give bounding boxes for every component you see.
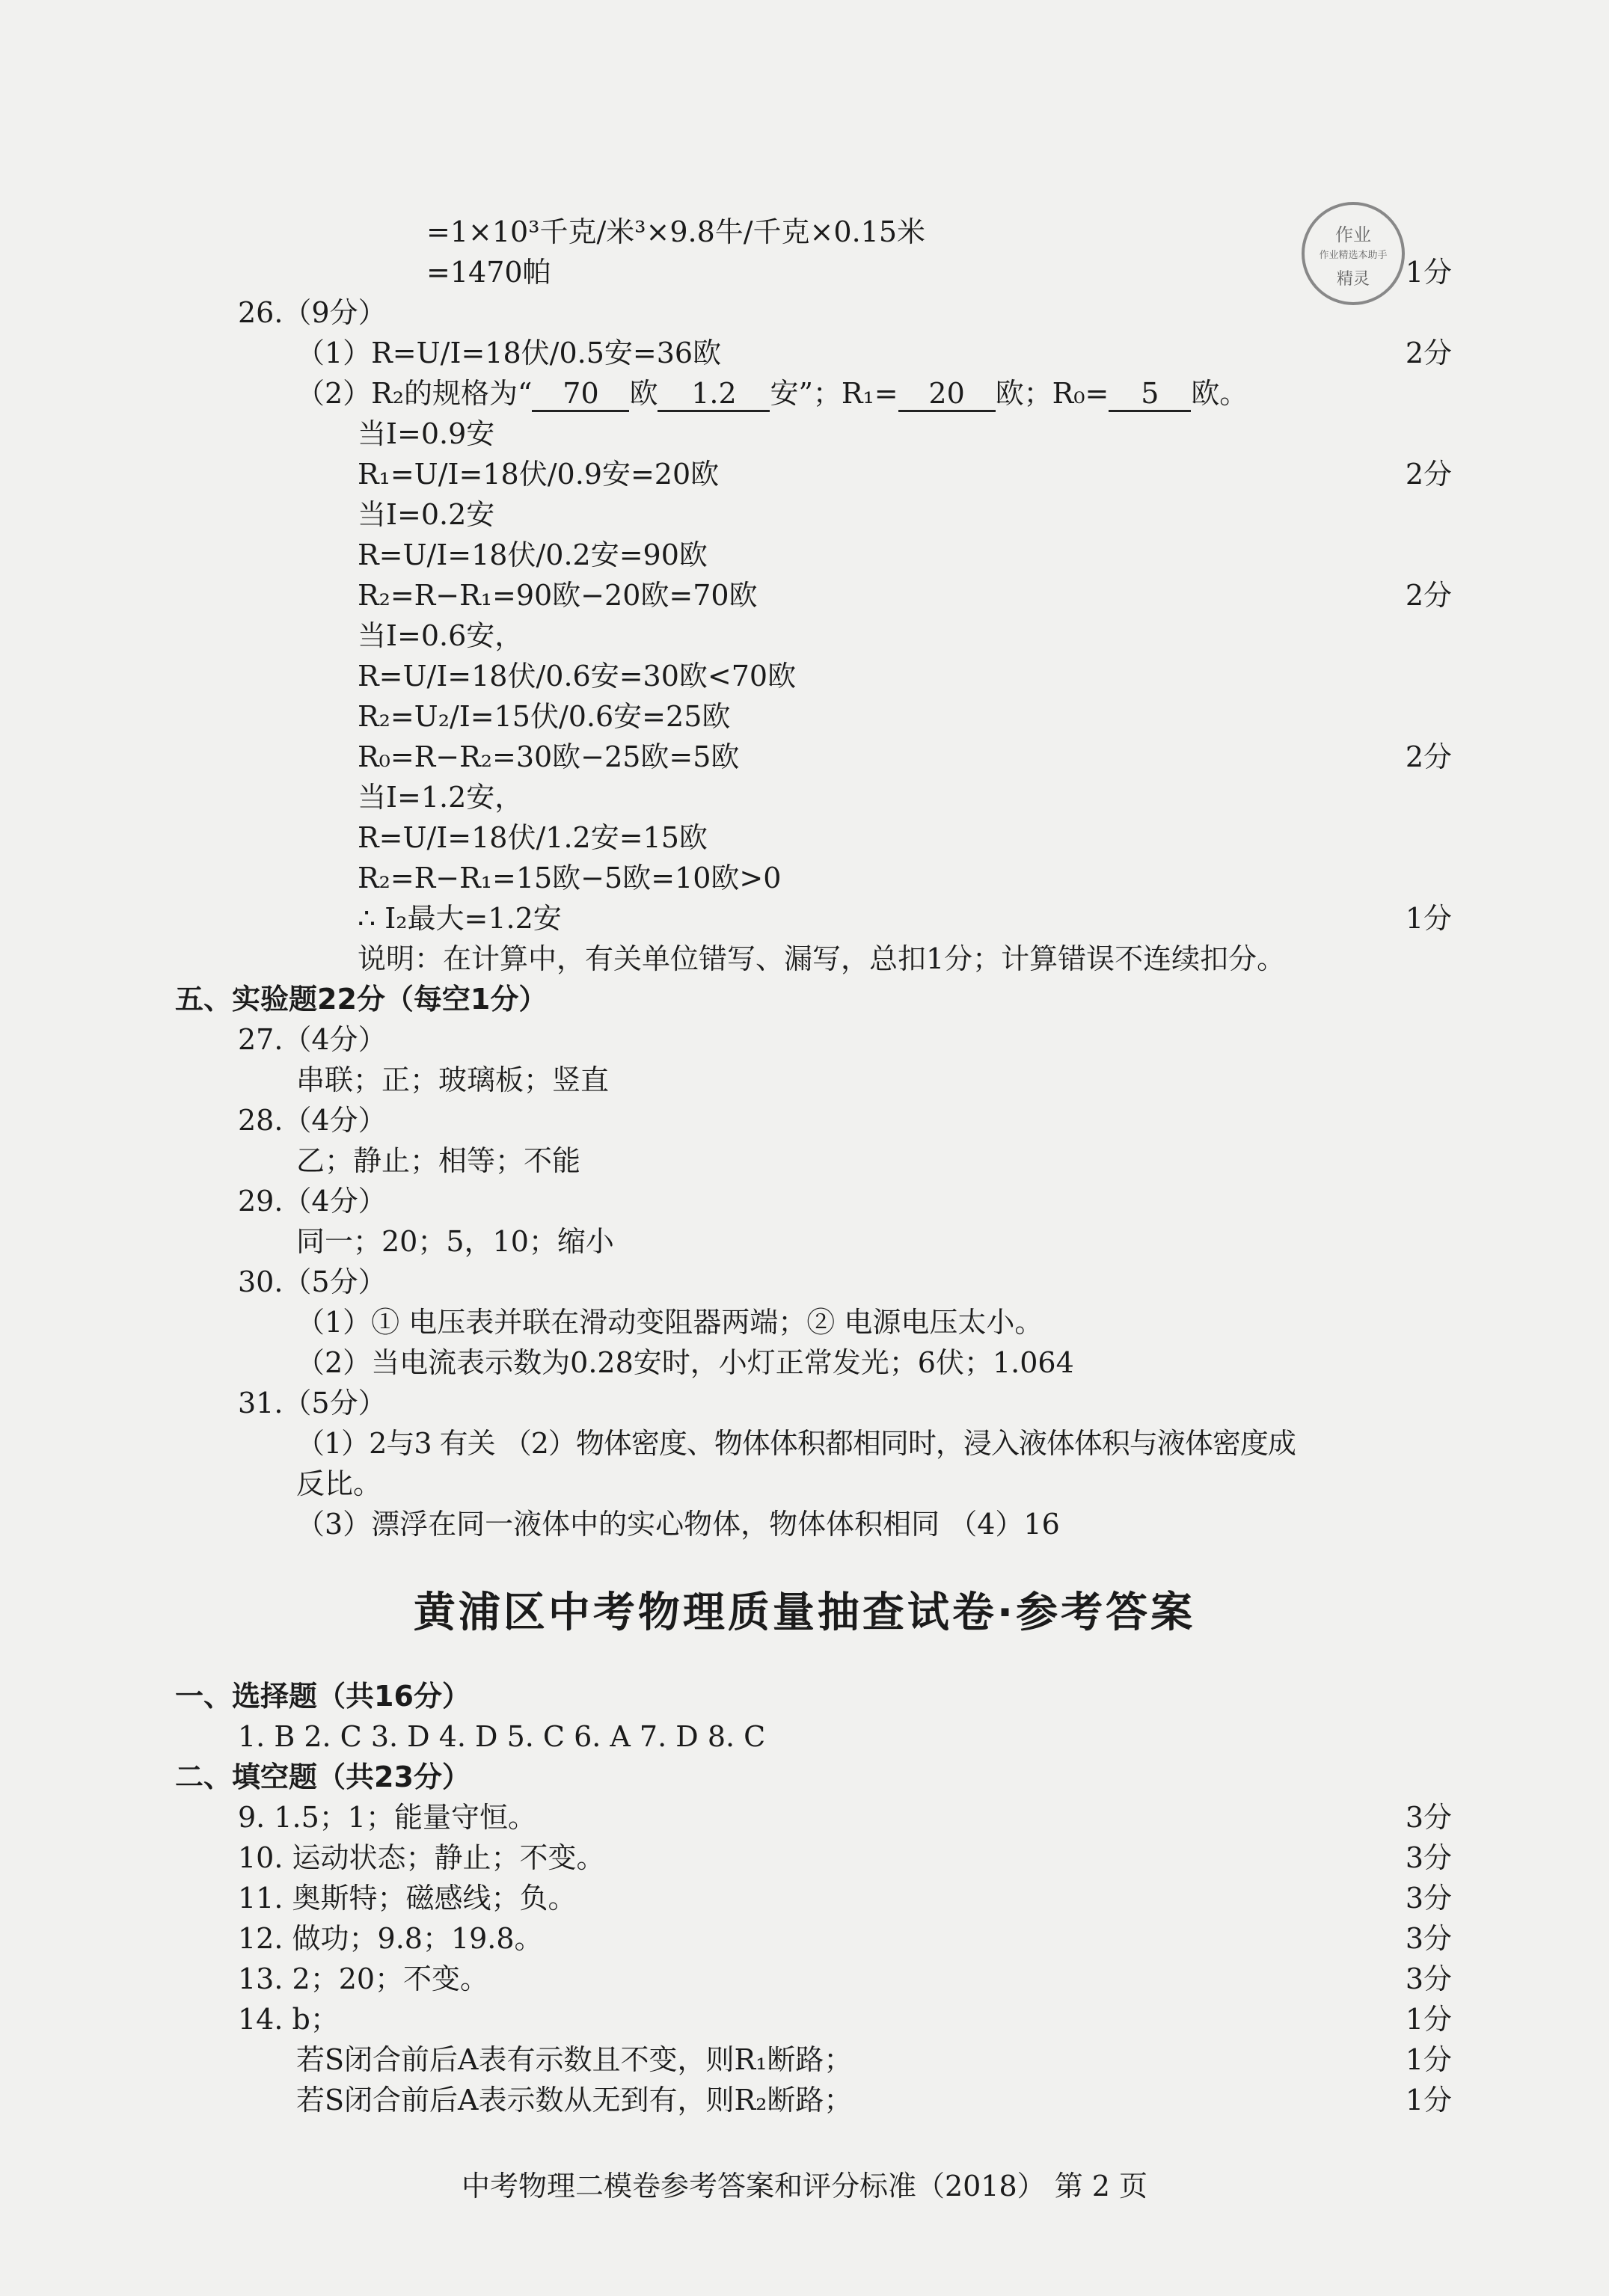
score-label: 1分 <box>1405 2043 1452 2076</box>
calc-line <box>0 253 1609 292</box>
section-2-heading <box>0 1758 1609 1796</box>
fill-blank: 20 <box>898 377 996 412</box>
list-item <box>0 1959 1609 1998</box>
answer-line <box>0 1303 1609 1342</box>
question-number: 27.（4分） <box>238 1023 387 1056</box>
section-heading: 五、实验题22分（每空1分） <box>175 983 548 1016</box>
calc-text: 当I=1.2安， <box>358 781 524 814</box>
answer-line <box>0 2081 1609 2119</box>
calc-line <box>0 818 1609 857</box>
answer-text: （2）当电流表示数为0.28安时，小灯正常发光；6伏；1.064 <box>296 1346 1074 1379</box>
score-label: 2分 <box>1405 740 1452 773</box>
stamp-line-2: 作业精选本助手 <box>1319 250 1388 261</box>
calc-line <box>0 778 1609 817</box>
calc-text: R₀=R−R₂=30欧−25欧=5欧 <box>358 740 740 773</box>
score-label: 1分 <box>1405 902 1452 935</box>
section-1-heading <box>0 1677 1609 1716</box>
score-label: 3分 <box>1405 1882 1452 1915</box>
calc-line <box>0 535 1609 574</box>
calc-line <box>0 737 1609 776</box>
stamp-line-3: 精灵 <box>1336 270 1370 289</box>
calc-text: 当I=0.6安， <box>358 619 524 652</box>
score-label: 2分 <box>1405 337 1452 369</box>
answer-text-part: 欧 <box>629 377 658 410</box>
grading-note <box>0 939 1609 978</box>
answer-text <box>296 374 1248 413</box>
list-item <box>0 1879 1609 1918</box>
question-27-head <box>0 1020 1609 1059</box>
question-number: 28.（4分） <box>238 1104 387 1137</box>
question-number: 31.（5分） <box>238 1387 387 1419</box>
answer-text: 13. 2；20；不变。 <box>238 1962 489 1995</box>
question-number: 29.（4分） <box>238 1185 387 1218</box>
answer-text: 10. 运动状态；静止；不变。 <box>238 1841 605 1874</box>
calc-line <box>0 212 1609 251</box>
answer-line <box>0 334 1609 372</box>
answer-line <box>0 1505 1609 1544</box>
answer-text: 若S闭合前后A表示数从无到有，则R₂断路； <box>296 2084 853 2117</box>
section-5-heading <box>0 980 1609 1019</box>
question-30-head <box>0 1262 1609 1301</box>
answer-text: 14. b； <box>238 2003 339 2036</box>
calc-text: =1×10³千克/米³×9.8牛/千克×0.15米 <box>426 215 926 248</box>
answer-text: 1. B 2. C 3. D 4. D 5. C 6. A 7. D 8. C <box>238 1720 766 1753</box>
calc-text: ∴ I₂最大=1.2安 <box>358 902 562 935</box>
calc-line <box>0 697 1609 736</box>
answer-text: （3）漂浮在同一液体中的实心物体，物体体积相同 （4）16 <box>296 1508 1060 1541</box>
question-28-head <box>0 1101 1609 1140</box>
answer-line <box>0 2040 1609 2079</box>
question-31-head <box>0 1384 1609 1422</box>
calc-text: =1470帕 <box>426 256 551 289</box>
answer-text-part: （2）R₂的规格为“ <box>296 377 533 410</box>
answer-text: 9. 1.5；1；能量守恒。 <box>238 1801 536 1834</box>
calc-line <box>0 495 1609 534</box>
calc-line <box>0 414 1609 453</box>
calc-line <box>0 859 1609 897</box>
answer-text: 反比。 <box>296 1467 382 1500</box>
fill-blank: 70 <box>532 377 629 412</box>
calc-text: R₂=U₂/I=15伏/0.6安=25欧 <box>358 700 731 733</box>
list-item <box>0 1838 1609 1877</box>
list-item <box>0 2000 1609 2039</box>
answer-text: （1）① 电压表并联在滑动变阻器两端；② 电源电压太小。 <box>296 1306 1043 1339</box>
score-label: 2分 <box>1405 458 1452 491</box>
score-label: 3分 <box>1405 1841 1452 1874</box>
answer-text-part: 欧；R₀= <box>995 377 1109 410</box>
answer-text: 同一；20；5，10；缩小 <box>296 1225 614 1258</box>
calc-line <box>0 657 1609 696</box>
score-label: 2分 <box>1405 579 1452 612</box>
answer-text: （1）R=U/I=18伏/0.5安=36欧 <box>296 337 722 369</box>
document-title: 黄浦区中考物理质量抽查试卷·参考答案 <box>413 1589 1196 1637</box>
note-text: 说明：在计算中，有关单位错写、漏写，总扣1分；计算错误不连续扣分。 <box>358 942 1286 975</box>
question-number: 26.（9分） <box>238 296 387 329</box>
score-label: 3分 <box>1405 1801 1452 1834</box>
page-footer: 中考物理二模卷参考答案和评分标准（2018） 第 2 页 <box>461 2170 1148 2203</box>
stamp-line-1: 作业 <box>1335 224 1371 245</box>
answer-line <box>0 1424 1609 1463</box>
answer-text: 串联；正；玻璃板；竖直 <box>296 1063 610 1096</box>
score-label: 3分 <box>1405 1962 1452 1995</box>
answer-text: 11. 奥斯特；磁感线；负。 <box>238 1882 577 1915</box>
calc-text: 当I=0.9安 <box>358 417 495 450</box>
answer-line <box>0 1060 1609 1099</box>
fill-blank: 5 <box>1109 377 1191 412</box>
fill-blank: 1.2 <box>658 377 770 412</box>
list-item <box>0 1919 1609 1958</box>
calc-text: R=U/I=18伏/0.2安=90欧 <box>358 538 708 571</box>
calc-text: 当I=0.2安 <box>358 498 495 531</box>
calc-text: R₂=R−R₁=15欧−5欧=10欧>0 <box>358 862 782 894</box>
answer-line <box>0 1141 1609 1180</box>
section-heading: 一、选择题（共16分） <box>175 1680 471 1713</box>
calc-text: R=U/I=18伏/1.2安=15欧 <box>358 821 708 854</box>
choice-answers <box>0 1717 1609 1756</box>
answer-line <box>0 1464 1609 1503</box>
list-item <box>0 1798 1609 1837</box>
answer-text-part: 欧。 <box>1191 377 1248 410</box>
score-label: 1分 <box>1405 256 1452 289</box>
answer-text: （1）2与3 有关 （2）物体密度、物体体积都相同时，浸入液体体积与液体密度成 <box>296 1427 1296 1460</box>
calc-text: R₂=R−R₁=90欧−20欧=70欧 <box>358 579 758 612</box>
question-number: 30.（5分） <box>238 1265 387 1298</box>
answer-text: 若S闭合前后A表有示数且不变，则R₁断路； <box>296 2043 853 2076</box>
calc-line <box>0 576 1609 615</box>
calc-line <box>0 616 1609 655</box>
calc-line <box>0 455 1609 494</box>
section-heading: 二、填空题（共23分） <box>175 1761 471 1793</box>
score-label: 3分 <box>1405 1922 1452 1955</box>
calc-text: R₁=U/I=18伏/0.9安=20欧 <box>358 458 720 491</box>
question-26-head <box>0 293 1609 332</box>
score-label: 1分 <box>1405 2003 1452 2036</box>
calc-line <box>0 899 1609 938</box>
question-29-head <box>0 1182 1609 1221</box>
answer-text: 乙；静止；相等；不能 <box>296 1144 581 1177</box>
answer-line <box>0 1222 1609 1261</box>
answer-line <box>0 1343 1609 1382</box>
score-label: 1分 <box>1405 2084 1452 2117</box>
answer-line-blanks <box>0 374 1609 413</box>
calc-text: R=U/I=18伏/0.6安=30欧<70欧 <box>358 660 797 693</box>
answer-text: 12. 做功；9.8；19.8。 <box>238 1922 543 1955</box>
answer-text-part: 安”；R₁= <box>770 377 898 410</box>
